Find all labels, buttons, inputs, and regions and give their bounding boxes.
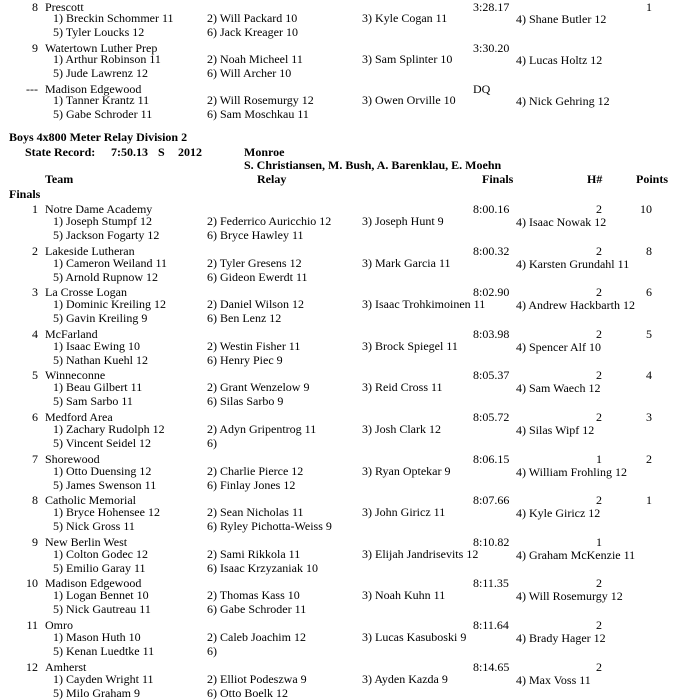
team-time: 8:14.65	[473, 659, 510, 674]
runner-name: 4) Shane Butler 12	[516, 12, 607, 26]
runner-name: 2) Adyn Gripentrog 11	[207, 422, 317, 436]
team-place: 7	[32, 451, 38, 466]
runner-name: 6) Ryley Pichotta-Weiss 9	[207, 519, 332, 534]
runner-name: 5) Tyler Loucks 12	[53, 25, 145, 39]
team-place: 3	[32, 285, 38, 300]
runner-name: 6) Isaac Krzyzaniak 10	[207, 560, 318, 575]
runner-name: 5) Nick Gautreau 11	[53, 602, 151, 617]
team-heat: 2	[596, 618, 602, 632]
team-time: 8:07.66	[473, 493, 510, 508]
runner-name: 3) Brock Spiegel 11	[362, 338, 458, 353]
runner-name: 6) Otto Boelk 12	[207, 685, 288, 700]
runner-name: 6) Will Archer 10	[207, 66, 292, 80]
team-points: 3	[646, 410, 652, 424]
runner-name: 2) Thomas Kass 10	[207, 588, 300, 603]
runner-name: 5) Nick Gross 11	[53, 519, 135, 534]
runner-name: 3) Lucas Kasuboski 9	[362, 630, 467, 644]
section-label: Finals	[9, 187, 41, 201]
team-heat: 2	[596, 410, 602, 424]
runner-name: 5) Kenan Luedtke 11	[53, 644, 155, 658]
team-points: 5	[646, 326, 652, 341]
runner-name: 1) Joseph Stumpf 12	[53, 214, 152, 228]
runner-name: 3) Kyle Cogan 11	[362, 11, 448, 25]
runner-name: 2) Caleb Joachim 12	[207, 630, 306, 644]
runner-name: 3) Noah Kuhn 11	[362, 588, 446, 603]
team-points: 8	[646, 243, 652, 258]
runner-name: 3) Reid Cross 11	[362, 380, 443, 395]
runner-name: 5) Gavin Kreiling 9	[53, 311, 148, 326]
team-place: 1	[32, 202, 38, 216]
runner-name: 2) Westin Fisher 11	[207, 338, 301, 353]
team-time: 8:11.64	[473, 618, 509, 632]
runner-name: 2) Will Rosemurgy 12	[207, 93, 314, 107]
runner-name: 3) Ayden Kazda 9	[362, 671, 448, 686]
runner-name: 2) Sean Nicholas 11	[207, 505, 304, 520]
team-name: Lakeside Lutheran	[45, 243, 135, 258]
runner-name: 3) Sam Splinter 10	[362, 52, 453, 66]
runner-name: 1) Logan Bennet 10	[53, 588, 149, 603]
team-heat: 2	[596, 659, 602, 674]
team-points: 10	[640, 202, 652, 216]
runner-name: 3) Ryan Optekar 9	[362, 463, 451, 478]
runner-name: 5) Vincent Seidel 12	[53, 436, 152, 450]
team-time: 8:05.72	[473, 410, 510, 424]
header-finals: Finals	[482, 172, 514, 186]
runner-name: 3) Owen Orville 10	[362, 93, 456, 107]
header-relay: Relay	[257, 172, 287, 186]
team-place: 4	[32, 326, 38, 341]
header-team: Team	[45, 172, 74, 186]
team-name: Shorewood	[45, 451, 100, 466]
team-time: 8:02.90	[473, 285, 510, 300]
runner-name: 2) Sami Rikkola 11	[207, 546, 301, 561]
team-place: 11	[26, 618, 38, 632]
team-name: Madison Edgewood	[45, 82, 142, 96]
team-heat: 2	[596, 285, 602, 300]
record-time: 7:50.13	[111, 145, 148, 159]
event-title: Boys 4x800 Meter Relay Division 2	[9, 130, 188, 144]
team-points: 2	[646, 451, 652, 466]
runner-name: 3) John Giricz 11	[362, 505, 446, 520]
team-name: Madison Edgewood	[45, 576, 142, 591]
runner-name: 2) Tyler Gresens 12	[207, 255, 302, 270]
runner-name: 4) Silas Wipf 12	[516, 423, 595, 437]
runner-name: 1) Breckin Schommer 11	[53, 11, 174, 25]
team-place: 9	[32, 534, 38, 549]
runner-name: 5) Jude Lawrenz 12	[53, 66, 148, 80]
runner-name: 2) Grant Wenzelow 9	[207, 380, 310, 395]
team-place: 2	[32, 243, 38, 258]
runner-name: 5) Emilio Garay 11	[53, 560, 146, 575]
runner-name: 6) Sam Moschkau 11	[207, 107, 309, 121]
team-heat: 2	[596, 576, 602, 591]
record-year: 2012	[178, 145, 202, 159]
runner-name: 3) Josh Clark 12	[362, 422, 441, 436]
team-name: McFarland	[45, 326, 98, 341]
team-heat: 1	[596, 451, 602, 466]
runner-name: 6) Finlay Jones 12	[207, 477, 296, 492]
team-name: Omro	[45, 618, 73, 632]
team-points: 1	[646, 0, 652, 14]
team-name: Amherst	[45, 659, 87, 674]
runner-name: 4) Isaac Nowak 12	[516, 215, 607, 229]
team-name: Prescott	[45, 0, 84, 14]
team-points: 6	[646, 285, 652, 300]
team-time: 3:28.17	[473, 0, 510, 14]
runner-name: 4) Will Rosemurgy 12	[516, 589, 623, 604]
runner-name: 4) Andrew Hackbarth 12	[516, 298, 635, 313]
runner-name: 2) Will Packard 10	[207, 11, 298, 25]
runner-name: 4) Nick Gehring 12	[516, 94, 610, 108]
runner-name: 6) Gideon Ewerdt 11	[207, 269, 308, 284]
team-name: Catholic Memorial	[45, 493, 136, 508]
runner-name: 6) Ben Lenz 12	[207, 311, 282, 326]
runner-name: 2) Elliot Podeszwa 9	[207, 671, 307, 686]
team-place: 6	[32, 410, 38, 424]
runner-name: 4) Spencer Alf 10	[516, 339, 601, 354]
team-name: New Berlin West	[45, 534, 128, 549]
record-runners: S. Christiansen, M. Bush, A. Barenklau, E. Moehn	[244, 158, 502, 172]
team-place: 10	[26, 576, 38, 591]
runner-name: 4) Graham McKenzie 11	[516, 547, 636, 562]
runner-name: 6)	[207, 436, 217, 450]
team-place: 8	[32, 0, 38, 14]
team-place: 5	[32, 368, 38, 383]
team-heat: 2	[596, 326, 602, 341]
record-label: State Record:	[25, 145, 96, 159]
runner-name: 1) Tanner Krantz 11	[53, 93, 150, 107]
runner-name: 4) Karsten Grundahl 11	[516, 256, 630, 271]
team-time: 8:11.35	[473, 576, 509, 591]
team-heat: 2	[596, 368, 602, 383]
team-time: 3:30.20	[473, 41, 510, 55]
team-heat: 2	[596, 243, 602, 258]
runner-name: 1) Arthur Robinson 11	[53, 52, 161, 66]
runner-name: 1) Isaac Ewing 10	[53, 338, 140, 353]
runner-name: 3) Joseph Hunt 9	[362, 214, 444, 228]
team-place: 9	[32, 41, 38, 55]
runner-name: 1) Zachary Rudolph 12	[53, 422, 165, 436]
runner-name: 6) Henry Piec 9	[207, 352, 283, 367]
runner-name: 6) Bryce Hawley 11	[207, 228, 304, 242]
team-time: 8:03.98	[473, 326, 510, 341]
runner-name: 4) William Frohling 12	[516, 464, 627, 479]
runner-name: 2) Daniel Wilson 12	[207, 297, 304, 312]
runner-name: 1) Bryce Hohensee 12	[53, 505, 160, 520]
runner-name: 6)	[207, 644, 217, 658]
runner-name: 5) James Swenson 11	[53, 477, 157, 492]
runner-name: 2) Charlie Pierce 12	[207, 463, 304, 478]
header-heat: H#	[587, 172, 603, 186]
runner-name: 1) Beau Gilbert 11	[53, 380, 143, 395]
team-points: 1	[646, 493, 652, 508]
team-heat: 2	[596, 202, 602, 216]
runner-name: 1) Mason Huth 10	[53, 630, 141, 644]
team-name: Medford Area	[45, 410, 113, 424]
team-time: 8:00.32	[473, 243, 510, 258]
runner-name: 1) Dominic Kreiling 12	[53, 297, 166, 312]
runner-name: 3) Isaac Trohkimoinen 11	[362, 297, 486, 312]
runner-name: 3) Mark Garcia 11	[362, 255, 451, 270]
team-heat: 1	[596, 534, 602, 549]
runner-name: 2) Federrico Auricchio 12	[207, 214, 332, 228]
runner-name: 4) Kyle Giricz 12	[516, 506, 601, 521]
runner-name: 4) Max Voss 11	[516, 672, 591, 687]
team-time: 8:10.82	[473, 534, 510, 549]
team-time: 8:06.15	[473, 451, 510, 466]
runner-name: 4) Sam Waech 12	[516, 381, 601, 396]
team-place: ---	[26, 82, 38, 96]
runner-name: 5) Jackson Fogarty 12	[53, 228, 160, 242]
runner-name: 6) Silas Sarbo 9	[207, 394, 284, 409]
team-place: 12	[26, 659, 38, 674]
team-place: 8	[32, 493, 38, 508]
runner-name: 3) Elijah Jandrisevits 12	[362, 546, 479, 561]
header-points: Points	[636, 172, 669, 186]
team-time: 8:00.16	[473, 202, 510, 216]
runner-name: 2) Noah Micheel 11	[207, 52, 303, 66]
team-time: 8:05.37	[473, 368, 510, 383]
runner-name: 4) Brady Hager 12	[516, 631, 606, 645]
runner-name: 1) Colton Godec 12	[53, 546, 148, 561]
runner-name: 5) Nathan Kuehl 12	[53, 352, 148, 367]
runner-name: 1) Otto Duensing 12	[53, 463, 152, 478]
runner-name: 5) Sam Sarbo 11	[53, 394, 133, 409]
team-name: Watertown Luther Prep	[45, 41, 158, 55]
record-team: Monroe	[244, 145, 285, 159]
runner-name: 1) Cameron Weiland 11	[53, 255, 168, 270]
runner-name: 5) Arnold Rupnow 12	[53, 269, 158, 284]
team-points: 4	[646, 368, 652, 383]
record-flag: S	[158, 145, 165, 159]
team-heat: 2	[596, 493, 602, 508]
runner-name: 6) Jack Kreager 10	[207, 25, 298, 39]
runner-name: 1) Cayden Wright 11	[53, 671, 154, 686]
runner-name: 5) Milo Graham 9	[53, 685, 140, 700]
runner-name: 6) Gabe Schroder 11	[207, 602, 307, 617]
team-name: Notre Dame Academy	[45, 202, 153, 216]
team-name: La Crosse Logan	[45, 285, 127, 300]
runner-name: 4) Lucas Holtz 12	[516, 53, 603, 67]
team-time: DQ	[473, 82, 491, 96]
runner-name: 5) Gabe Schroder 11	[53, 107, 153, 121]
team-name: Winneconne	[45, 368, 106, 383]
